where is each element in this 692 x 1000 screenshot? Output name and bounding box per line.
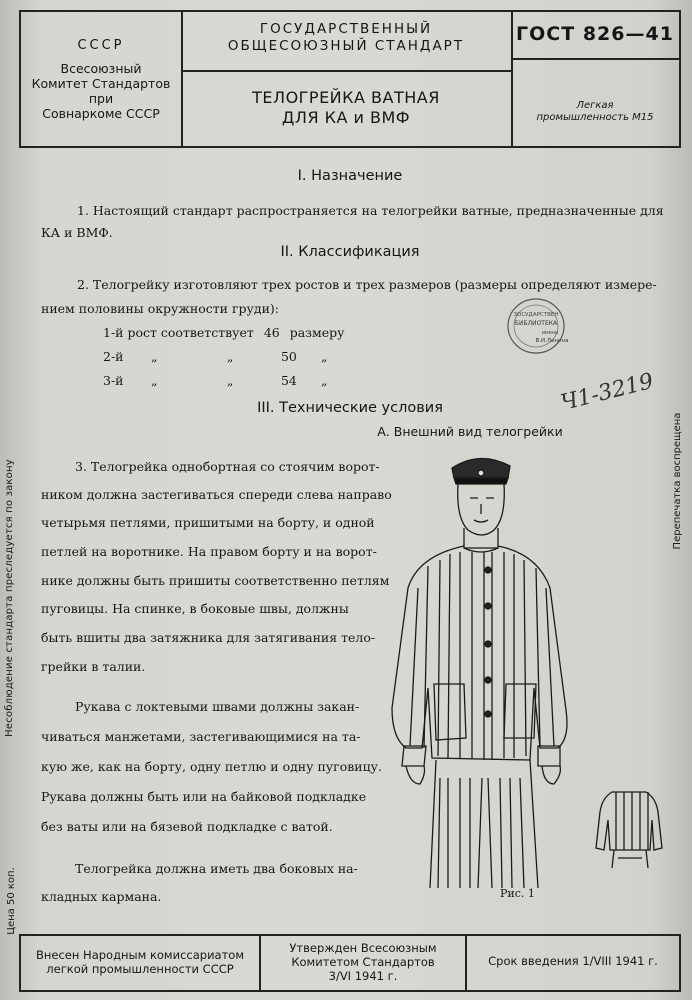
paragraph-line: без ваты или на бязевой подкладке с ватой.	[41, 819, 333, 834]
effective-date: Срок введения 1/VIII 1941 г.	[488, 954, 658, 968]
size-row	[103, 320, 344, 345]
ditto-mark: „	[320, 373, 328, 388]
paragraph-line: чиваться манжетами, застегивающимися на та-	[41, 729, 361, 744]
product-name-line: ТЕЛОГРЕЙКА ВАТНАЯ	[252, 88, 440, 107]
paragraph-line: кладных кармана.	[41, 889, 162, 904]
size-rost: 3-й	[103, 373, 124, 388]
size-number: 46	[263, 325, 280, 340]
stamp-text: БИБЛИОТЕКА	[514, 320, 558, 327]
ditto-mark: „	[150, 373, 158, 388]
library-stamp	[504, 296, 584, 356]
committee-label	[21, 61, 181, 121]
paragraph-line: нике должны быть пришиты соответственно петлям	[41, 573, 390, 588]
handwritten-number: Ч1-3219	[558, 368, 657, 417]
size-tail: размеру	[289, 325, 345, 340]
paragraph-line: 2. Телогрейку изготовляют трех ростов и трех размеров (размеры определяют измере-	[77, 277, 657, 292]
paragraph-line: КА и ВМФ.	[41, 225, 113, 240]
gost-number: ГОСТ 826—41	[516, 23, 674, 45]
paragraph-line: 3. Телогрейка однобортная со стоячим ворот-	[75, 459, 380, 474]
standard-title-line: ГОСУДАРСТВЕННЫЙ	[259, 21, 433, 37]
committee-line: Совнаркоме СССР	[42, 106, 160, 121]
paragraph-line: четырьмя петлями, пришитыми на борту, и одной	[41, 515, 375, 530]
product-name-line: ДЛЯ КА и ВМФ	[281, 108, 411, 127]
price-note: Цена 50 коп.	[6, 867, 17, 935]
subsection-heading: А. Внешний вид телогрейки	[377, 424, 563, 439]
header-title-cell	[181, 12, 513, 146]
ditto-mark: „	[320, 349, 328, 364]
section-heading: I. Назначение	[297, 168, 403, 184]
committee-line: Комитет Стандартов	[31, 76, 171, 91]
paragraph-line: нием половины окружности груди):	[41, 301, 279, 316]
side-reprint-note: Перепечатка воспрещена	[672, 412, 683, 550]
introduced-by-cell	[21, 936, 261, 990]
footer-table	[19, 934, 681, 992]
stamp-text: имени	[541, 330, 559, 336]
size-number: 50	[280, 349, 297, 364]
side-legal-note: Несоблюдение стандарта преследуется по закону	[4, 459, 15, 737]
paragraph-line: ником должна застегиваться спереди слева направо	[41, 487, 392, 502]
size-row	[103, 368, 327, 393]
introduced-line: легкой промышленности СССР	[46, 962, 234, 976]
size-rost: 1-й рост соответствует	[103, 325, 254, 340]
ditto-mark: „	[226, 373, 234, 388]
committee-line: при	[88, 91, 114, 106]
size-number: 54	[280, 373, 297, 388]
standard-title-line: ОБЩЕСОЮЗНЫЙ СТАНДАРТ	[227, 38, 465, 54]
paragraph-line: быть вшиты два затяжника для затягивания тело-	[41, 630, 376, 645]
stamp-text: В.И.Ленина	[535, 338, 569, 344]
product-name	[181, 72, 511, 128]
header-table	[19, 10, 681, 148]
category-line: промышленность М15	[536, 112, 654, 123]
approved-by-cell	[261, 936, 467, 990]
size-row	[103, 344, 327, 369]
committee-line: Всесоюзный	[60, 61, 142, 76]
section-heading: II. Классификация	[280, 244, 420, 260]
ditto-mark: „	[226, 349, 234, 364]
paragraph-line: Рукава должны быть или на байковой подкладке	[41, 789, 367, 804]
effective-date-cell	[467, 936, 679, 990]
jacket-figure	[388, 448, 678, 888]
paragraph-line: 1. Настоящий стандарт распространяется на телогрейки ватные, предназначенные для	[77, 203, 664, 218]
header-issuer-cell	[21, 12, 183, 146]
paragraph-line: Телогрейка должна иметь два боковых на-	[75, 861, 358, 876]
stamp-text: ЗОСУДАРСТВЕН	[513, 312, 559, 318]
paragraph-line: Рукава с локтевыми швами должны закан-	[75, 699, 360, 714]
figure-caption: Рис. 1	[500, 887, 535, 900]
ussr-label: СССР	[77, 38, 125, 53]
category-line: Легкая	[576, 100, 614, 111]
approved-line: 3/VI 1941 г.	[328, 969, 398, 983]
standard-title	[181, 12, 511, 55]
paragraph-line: петлей на воротнике. На правом борту и на ворот-	[41, 544, 377, 559]
paragraph-line: кую же, как на борту, одну петлю и одну пуговицу.	[41, 759, 382, 774]
size-rost: 2-й	[103, 349, 124, 364]
industry-category	[511, 60, 679, 124]
paragraph-line: пуговицы. На спинке, в боковые швы, должны	[41, 601, 349, 616]
approved-line: Утвержден Всесоюзным	[289, 941, 437, 955]
introduced-line: Внесен Народным комиссариатом	[35, 948, 245, 962]
header-number-cell	[511, 12, 679, 146]
approved-line: Комитетом Стандартов	[291, 955, 435, 969]
ditto-mark: „	[150, 349, 158, 364]
section-heading: III. Технические условия	[257, 400, 443, 416]
paragraph-line: грейки в талии.	[41, 659, 146, 674]
